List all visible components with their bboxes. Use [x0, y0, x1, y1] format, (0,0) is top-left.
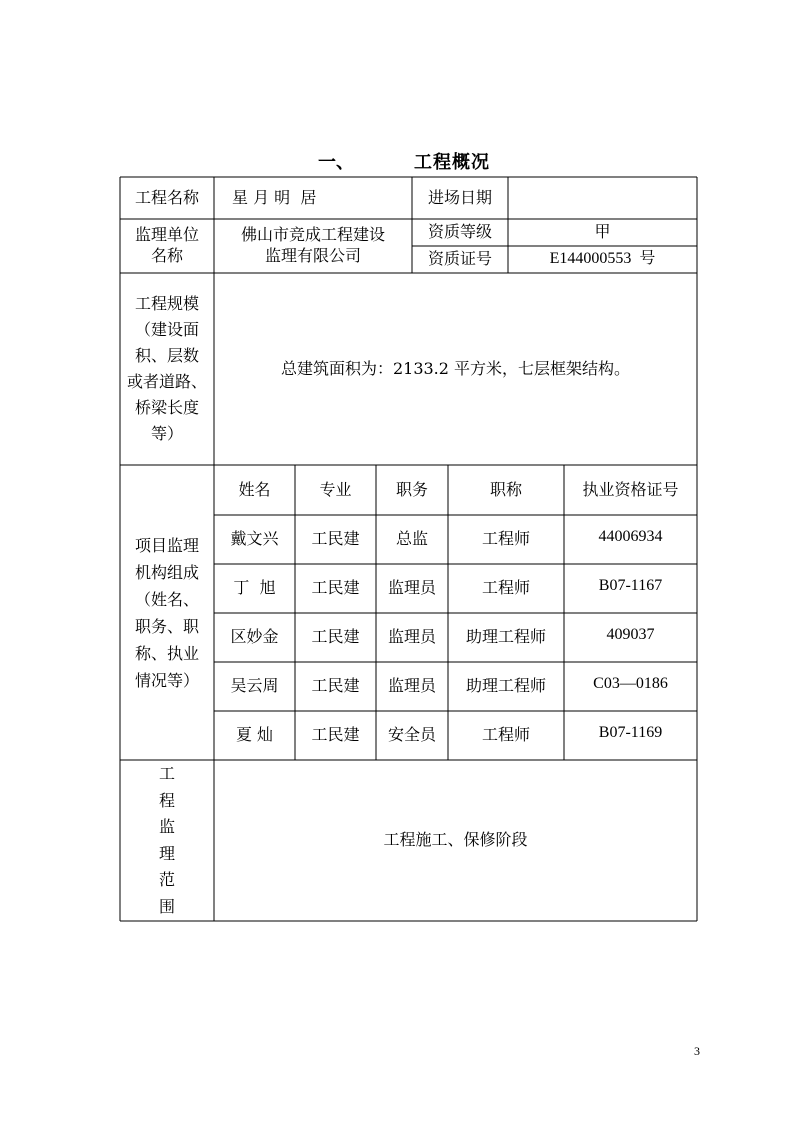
scale-value: 总建筑面积为：2133.2 平方米，七层框架结构。 — [280, 358, 631, 378]
scope-label — [120, 760, 214, 921]
table-row-cert: B07-1167 — [598, 577, 663, 595]
table-row-specialty: 工民建 — [311, 725, 360, 745]
grade-label: 资质等级 — [427, 222, 492, 242]
scale-label-line: 工程规模 — [134, 294, 199, 313]
table-row-duty: 总监 — [395, 529, 428, 549]
scale-label-line: 等） — [150, 424, 183, 443]
entry-date-value — [508, 177, 697, 219]
team-label-line: （姓名、 — [134, 589, 199, 609]
table-row-title: 助理工程师 — [465, 627, 546, 647]
scope-value: 工程施工、保修阶段 — [383, 830, 528, 850]
scale-label — [120, 273, 214, 465]
scale-label-line: （建设面 — [134, 320, 199, 339]
table-row-name: 丁 旭 — [233, 578, 276, 598]
table-row-title: 工程师 — [481, 578, 530, 598]
table-row-name: 戴文兴 — [230, 529, 279, 549]
table-row-cert: B07-1169 — [598, 724, 663, 742]
team-header-specialty: 专业 — [319, 479, 352, 499]
entry-date-label: 进场日期 — [427, 187, 492, 207]
table-row-specialty: 工民建 — [311, 676, 360, 696]
page-number: 3 — [694, 1044, 700, 1058]
supervisor-name-line1: 佛山市竞成工程建设 — [240, 225, 385, 245]
section-title: 工程概况 — [414, 152, 490, 173]
table-row-duty: 安全员 — [387, 725, 436, 745]
section-heading — [0, 150, 794, 176]
team-label-line: 称、执业 — [134, 643, 199, 663]
supervisor-name-line2: 监理有限公司 — [264, 246, 361, 265]
supervisor-label-line1: 监理单位 — [134, 225, 199, 245]
team-header-name: 姓名 — [238, 479, 271, 499]
scope-label-char: 理 — [158, 843, 175, 863]
table-row-cert: C03—0186 — [593, 675, 668, 693]
supervisor-name — [214, 219, 412, 273]
project-name-value: 星 月 明 居 — [232, 187, 317, 207]
table-row-duty: 监理员 — [387, 627, 436, 647]
table-row-title: 工程师 — [481, 725, 530, 745]
scale-label-line: 积、层数 — [134, 346, 199, 365]
table-row-specialty: 工民建 — [311, 529, 360, 549]
team-label-line: 情况等） — [134, 670, 199, 690]
team-label-line: 项目监理 — [134, 535, 199, 555]
table-row-duty: 监理员 — [387, 676, 436, 696]
supervisor-label-line2: 名称 — [150, 246, 183, 265]
team-header-duty: 职务 — [395, 479, 428, 499]
team-label-line: 职务、职 — [134, 616, 199, 636]
scope-label-char: 围 — [158, 896, 175, 916]
table-row-title: 工程师 — [481, 529, 530, 549]
table-row-name: 夏 灿 — [235, 725, 274, 745]
scale-label-line: 桥梁长度 — [134, 398, 199, 417]
supervisor-label — [120, 219, 214, 273]
section-number: 一、 — [318, 152, 354, 173]
table-row-title: 助理工程师 — [465, 676, 546, 696]
team-label-line: 机构组成 — [134, 562, 199, 582]
project-name-label: 工程名称 — [134, 187, 199, 207]
table-row-specialty: 工民建 — [311, 578, 360, 598]
table-row-cert: 44006934 — [598, 528, 663, 546]
scale-label-line: 或者道路、 — [126, 372, 207, 391]
team-label — [120, 465, 214, 760]
scope-label-char: 监 — [158, 817, 175, 836]
cert-value: E144000553 号 — [549, 250, 656, 268]
grade-value: 甲 — [594, 222, 611, 242]
table-row-name: 吴云周 — [230, 676, 279, 696]
team-header-cert: 执业资格证号 — [582, 479, 679, 499]
scope-label-char: 程 — [158, 790, 175, 810]
table-row-specialty: 工民建 — [311, 627, 360, 647]
scope-label-char: 范 — [158, 870, 175, 889]
table-row-cert: 409037 — [606, 626, 655, 644]
cert-label: 资质证号 — [427, 249, 492, 269]
table-row-name: 区妙金 — [230, 627, 279, 647]
table-row-duty: 监理员 — [387, 578, 436, 598]
team-header-title: 职称 — [489, 479, 522, 499]
scope-label-char: 工 — [158, 764, 175, 783]
